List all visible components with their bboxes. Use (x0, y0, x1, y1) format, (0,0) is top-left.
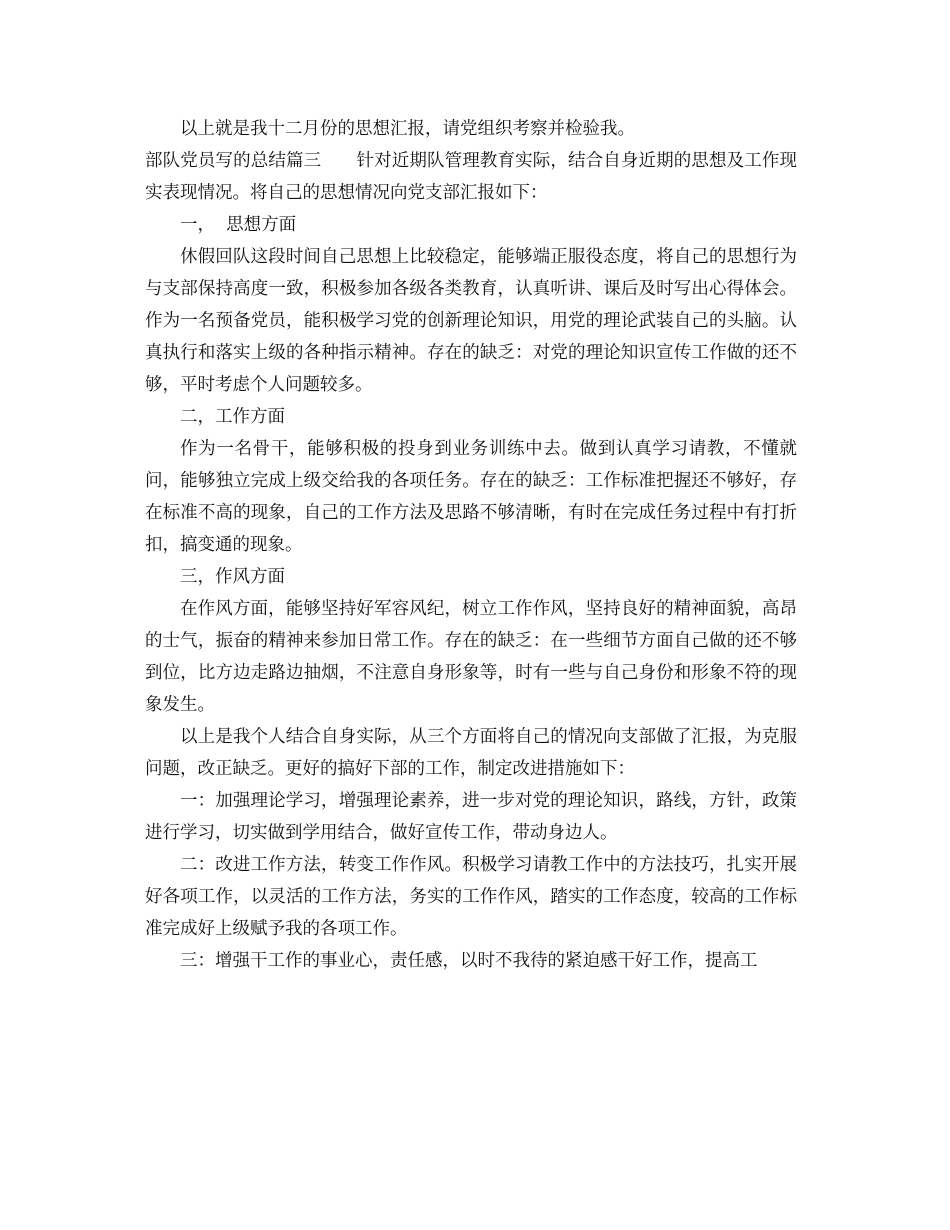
paragraph-summary: 以上是我个人结合自身实际，从三个方面将自己的情况向支部做了汇报，为克服问题，改正缺乏。更好的搞好下部的工作，制定改进措施如下： (145, 727, 797, 779)
document-body (145, 113, 797, 977)
paragraph-work-aspect: 作为一名骨干，能够积极的投身到业务训练中去。做到认真学习请教，不懂就问，能够独立完成上级交给我的各项任务。存在的缺乏：工作标准把握还不够好，存在标准不高的现象，自己的工作方法及思路不够清晰，有时在完成任务过程中有打折扣，搞变通的现象。 (145, 439, 797, 555)
paragraph-closing-statement: 以上就是我十二月份的思想汇报，请党组织考察并检验我。 (180, 119, 635, 139)
paragraph-thought-aspect: 休假回队这段时间自己思想上比较稳定，能够端正服役态度，将自己的思想行为与支部保持高度一致，积极参加各级各类教育，认真听讲、课后及时写出心得体会。作为一名预备党员，能积极学习党的创新理论知识，用党的理论武装自己的头脑。认真执行和落实上级的各种指示精神。存在的缺乏：对党的理论知识宣传工作做的还不够，平时考虑个人问题较多。 (145, 247, 797, 395)
paragraph-style-aspect: 在作风方面，能够坚持好军容风纪，树立工作作风，坚持良好的精神面貌，高昂的士气，振奋的精神来参加日常工作。存在的缺乏：在一些细节方面自己做的还不够到位，比方边走路边抽烟，不注意自身形象等，时有一些与自己身份和形象不符的现象发生。 (145, 599, 797, 715)
heading-work-aspect: 二，工作方面 (180, 407, 285, 427)
paragraph-measure-three: 三：增强干工作的事业心，责任感，以时不我待的紧迫感干好工作，提高工 (180, 951, 758, 971)
paragraph-measure-one: 一：加强理论学习，增强理论素养，进一步对党的理论知识，路线，方针，政策进行学习，切实做到学用结合，做好宣传工作，带动身边人。 (145, 791, 797, 843)
heading-thought-aspect: 一， 思想方面 (180, 215, 297, 235)
paragraph-measure-two: 二：改进工作方法，转变工作作风。积极学习请教工作中的方法技巧，扎实开展好各项工作，以灵活的工作方法，务实的工作作风，踏实的工作态度，较高的工作标准完成好上级赋予我的各项工作。 (145, 855, 797, 939)
paragraph-section-title-intro: 部队党员写的总结篇三 针对近期队管理教育实际，结合自身近期的思想及工作现实表现情况。将自己的思想情况向党支部汇报如下： (145, 151, 797, 203)
heading-style-aspect: 三，作风方面 (180, 567, 285, 587)
